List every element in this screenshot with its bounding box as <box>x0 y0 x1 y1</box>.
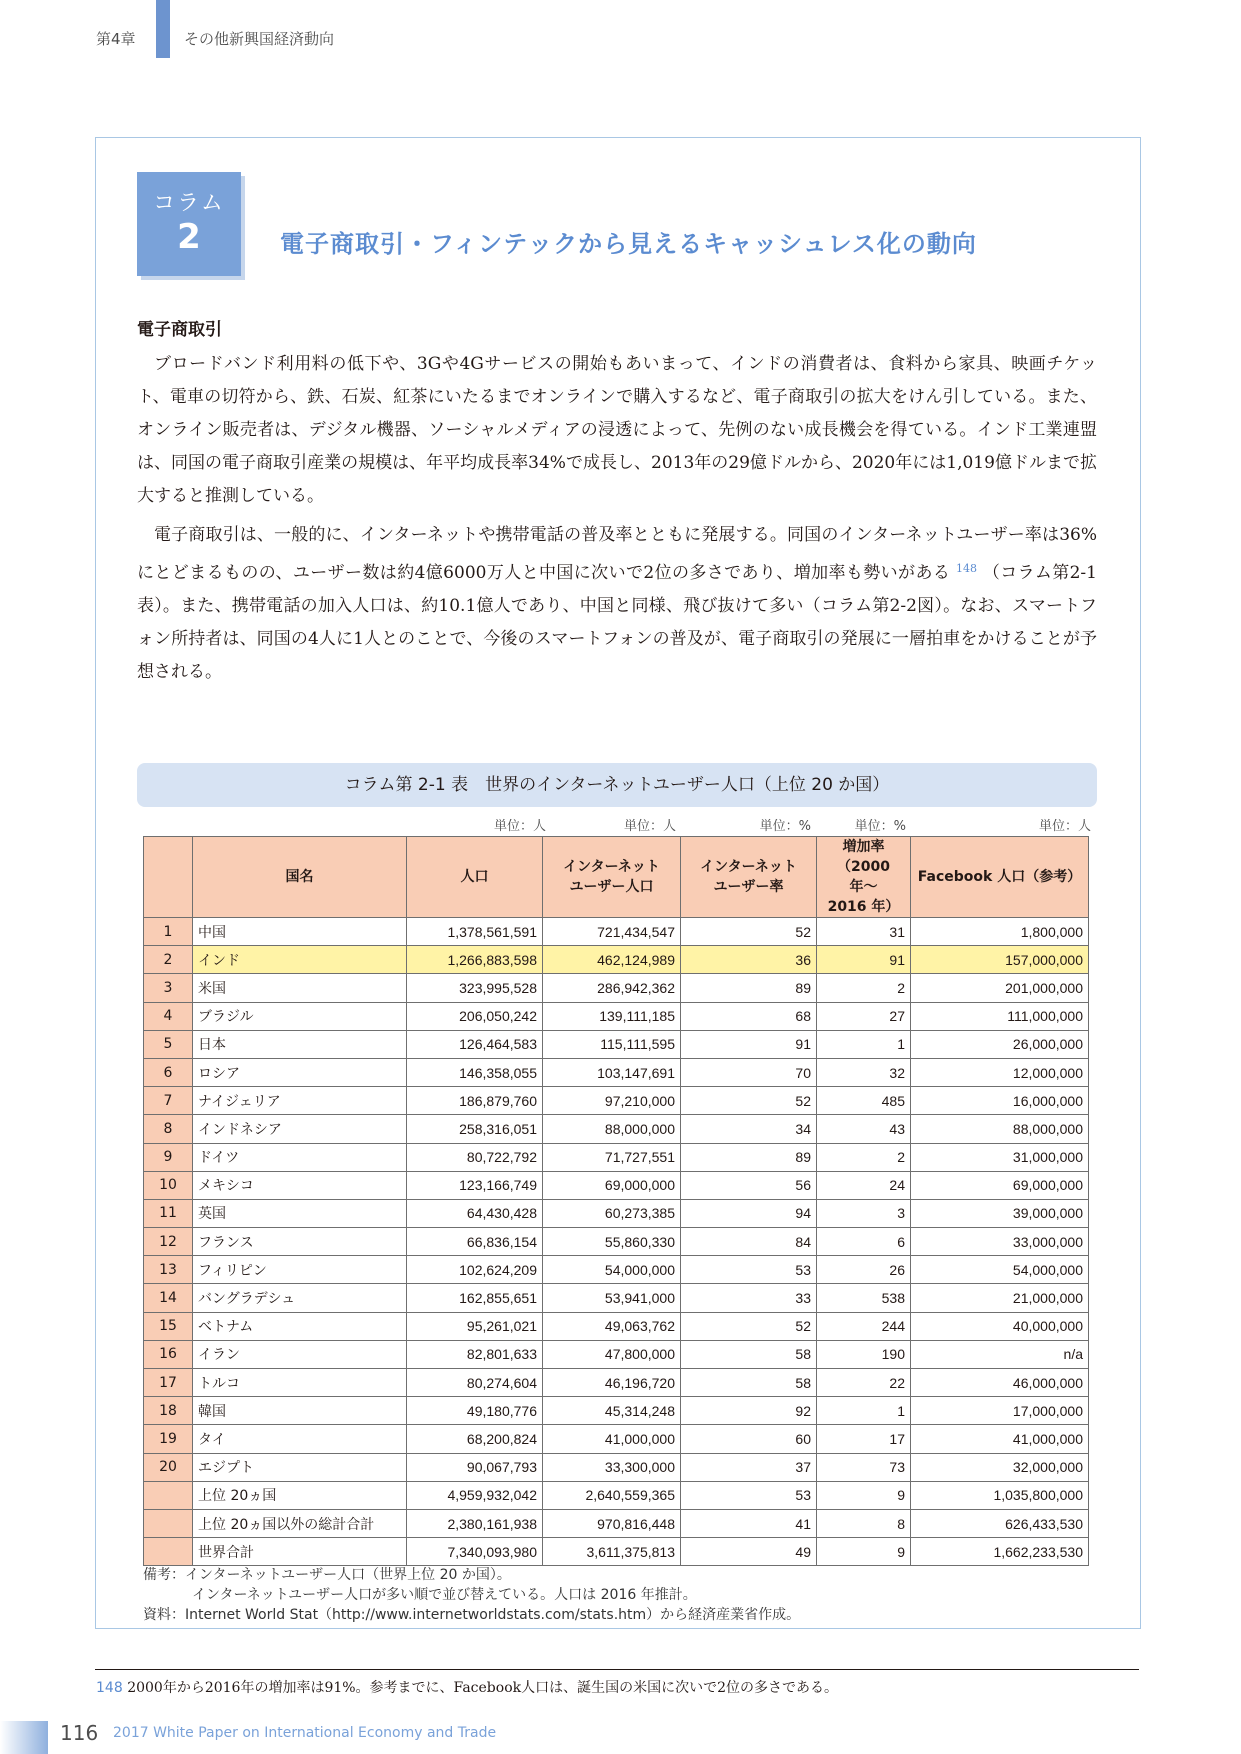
cell-name: 日本 <box>193 1030 407 1058</box>
unit-label-facebook: 単位：人 <box>1038 819 1091 834</box>
cell-fb: 31,000,000 <box>911 1143 1089 1171</box>
cell-growth: 2 <box>817 1143 911 1171</box>
cell-rate: 36 <box>681 946 817 974</box>
cell-users: 2,640,559,365 <box>543 1481 681 1509</box>
column-badge-label: コラム <box>153 191 225 216</box>
cell-growth: 32 <box>817 1058 911 1086</box>
column-heading: 電子商取引・フィンテックから見えるキャッシュレス化の動向 <box>280 230 977 258</box>
cell-users: 53,941,000 <box>543 1284 681 1312</box>
cell-pop: 323,995,528 <box>407 974 543 1002</box>
publication-title: 2017 White Paper on International Economy and Trade <box>113 1725 497 1741</box>
table-row <box>144 946 1089 974</box>
cell-rate: 91 <box>681 1030 817 1058</box>
cell-pop: 1,378,561,591 <box>407 918 543 946</box>
cell-name: バングラデシュ <box>193 1284 407 1312</box>
cell-rank: 7 <box>144 1087 193 1115</box>
table-row <box>144 1481 1089 1509</box>
cell-fb: 32,000,000 <box>911 1453 1089 1481</box>
body-text <box>137 348 1097 695</box>
cell-growth: 17 <box>817 1425 911 1453</box>
paragraph-2-part-a: 電子商取引は、一般的に、インターネットや携帯電話の普及率とともに発展する。同国のインターネットユーザー率は36%にとどまるものの、ユーザー数は約4億6000万人と中国に次いで2位の多さであり、増加率も勢いがある <box>137 525 1097 583</box>
cell-name: 米国 <box>193 974 407 1002</box>
cell-pop: 186,879,760 <box>407 1087 543 1115</box>
cell-rank: 5 <box>144 1030 193 1058</box>
cell-users: 97,210,000 <box>543 1087 681 1115</box>
cell-fb: 39,000,000 <box>911 1199 1089 1227</box>
cell-rank: 2 <box>144 946 193 974</box>
cell-users: 103,147,691 <box>543 1058 681 1086</box>
cell-rate: 68 <box>681 1002 817 1030</box>
cell-rank: 4 <box>144 1002 193 1030</box>
cell-rate: 89 <box>681 1143 817 1171</box>
cell-growth: 91 <box>817 946 911 974</box>
cell-users: 71,727,551 <box>543 1143 681 1171</box>
cell-fb: 40,000,000 <box>911 1312 1089 1340</box>
cell-growth: 8 <box>817 1509 911 1537</box>
cell-rank: 11 <box>144 1199 193 1227</box>
cell-pop: 1,266,883,598 <box>407 946 543 974</box>
cell-users: 721,434,547 <box>543 918 681 946</box>
unit-label-population: 単位：人 <box>493 819 546 834</box>
cell-name: メキシコ <box>193 1171 407 1199</box>
cell-name: 中国 <box>193 918 407 946</box>
cell-fb: 12,000,000 <box>911 1058 1089 1086</box>
cell-rate: 92 <box>681 1397 817 1425</box>
cell-users: 45,314,248 <box>543 1397 681 1425</box>
cell-name: ロシア <box>193 1058 407 1086</box>
cell-pop: 82,801,633 <box>407 1340 543 1368</box>
table-row <box>144 1030 1089 1058</box>
cell-growth: 9 <box>817 1481 911 1509</box>
cell-fb: 1,800,000 <box>911 918 1089 946</box>
paragraph-2-part-b: （コラム第2-1表）。また、携帯電話の加入人口は、約10.1億人であり、中国と同様、飛び抜けて多い（コラム第2-2図）。なお、スマートフォン所持者は、同国の4人に1人とのことで、今後のスマートフォンの普及が、電子商取引の発展に一層拍車をかけることが予想される。 <box>137 563 1097 682</box>
cell-rate: 52 <box>681 1312 817 1340</box>
cell-growth: 2 <box>817 974 911 1002</box>
cell-rate: 53 <box>681 1256 817 1284</box>
cell-fb: 46,000,000 <box>911 1369 1089 1397</box>
unit-label-rate: 単位：% <box>759 819 811 834</box>
cell-pop: 68,200,824 <box>407 1425 543 1453</box>
cell-rate: 52 <box>681 1087 817 1115</box>
header-accent-bar <box>156 0 170 58</box>
cell-name: ナイジェリア <box>193 1087 407 1115</box>
cell-name: エジプト <box>193 1453 407 1481</box>
cell-rank: 14 <box>144 1284 193 1312</box>
cell-pop: 146,358,055 <box>407 1058 543 1086</box>
footnote-number: 148 <box>96 1680 123 1696</box>
column-badge-number: 2 <box>177 217 201 257</box>
table-row <box>144 1312 1089 1340</box>
chapter-title: その他新興国経済動向 <box>184 30 335 48</box>
cell-growth: 485 <box>817 1087 911 1115</box>
cell-rank: 3 <box>144 974 193 1002</box>
cell-name: 上位 20ヵ国以外の総計合計 <box>193 1509 407 1537</box>
cell-rate: 49 <box>681 1538 817 1566</box>
cell-fb: 33,000,000 <box>911 1228 1089 1256</box>
cell-rank: 8 <box>144 1115 193 1143</box>
cell-rate: 60 <box>681 1425 817 1453</box>
cell-rank: 19 <box>144 1425 193 1453</box>
cell-rank: 16 <box>144 1340 193 1368</box>
cell-growth: 27 <box>817 1002 911 1030</box>
footnote-text: 2000年から2016年の増加率は91%。参考までに、Facebook人口は、誕生国の米国に次いで2位の多さである。 <box>127 1680 839 1696</box>
cell-growth: 26 <box>817 1256 911 1284</box>
cell-name: タイ <box>193 1425 407 1453</box>
cell-users: 47,800,000 <box>543 1340 681 1368</box>
cell-name: ドイツ <box>193 1143 407 1171</box>
cell-rate: 41 <box>681 1509 817 1537</box>
cell-rank: 17 <box>144 1369 193 1397</box>
cell-name: フランス <box>193 1228 407 1256</box>
cell-users: 60,273,385 <box>543 1199 681 1227</box>
cell-growth: 3 <box>817 1199 911 1227</box>
cell-fb: 1,662,233,530 <box>911 1538 1089 1566</box>
cell-growth: 9 <box>817 1538 911 1566</box>
cell-growth: 190 <box>817 1340 911 1368</box>
cell-rate: 52 <box>681 918 817 946</box>
cell-fb: 1,035,800,000 <box>911 1481 1089 1509</box>
table-row <box>144 1087 1089 1115</box>
cell-rate: 37 <box>681 1453 817 1481</box>
cell-growth: 6 <box>817 1228 911 1256</box>
cell-users: 55,860,330 <box>543 1228 681 1256</box>
paragraph-2 <box>137 519 1097 689</box>
cell-users: 286,942,362 <box>543 974 681 1002</box>
header-growth-rate: 増加率 （2000 年〜 2016 年） <box>817 837 911 918</box>
table-row <box>144 1228 1089 1256</box>
header-facebook: Facebook 人口（参考） <box>911 837 1089 918</box>
cell-fb: 88,000,000 <box>911 1115 1089 1143</box>
cell-name: フィリピン <box>193 1256 407 1284</box>
cell-users: 3,611,375,813 <box>543 1538 681 1566</box>
cell-rate: 53 <box>681 1481 817 1509</box>
cell-rank: 9 <box>144 1143 193 1171</box>
cell-users: 54,000,000 <box>543 1256 681 1284</box>
chapter-label: 第4章 <box>96 30 136 48</box>
cell-fb: 54,000,000 <box>911 1256 1089 1284</box>
cell-users: 970,816,448 <box>543 1509 681 1537</box>
table-row <box>144 918 1089 946</box>
table-row <box>144 1115 1089 1143</box>
cell-rate: 70 <box>681 1058 817 1086</box>
table-notes <box>143 1565 800 1625</box>
cell-pop: 64,430,428 <box>407 1199 543 1227</box>
cell-name: イラン <box>193 1340 407 1368</box>
cell-fb: 17,000,000 <box>911 1397 1089 1425</box>
cell-users: 33,300,000 <box>543 1453 681 1481</box>
cell-growth: 73 <box>817 1453 911 1481</box>
cell-pop: 7,340,093,980 <box>407 1538 543 1566</box>
cell-name: インドネシア <box>193 1115 407 1143</box>
cell-rate: 89 <box>681 974 817 1002</box>
cell-name: 上位 20ヵ国 <box>193 1481 407 1509</box>
unit-label-users: 単位：人 <box>623 819 676 834</box>
footnote-rule <box>95 1669 1139 1670</box>
header-internet-rate: インターネット ユーザー率 <box>681 837 817 918</box>
cell-name: ブラジル <box>193 1002 407 1030</box>
cell-rank: 1 <box>144 918 193 946</box>
table-row <box>144 1171 1089 1199</box>
cell-growth: 538 <box>817 1284 911 1312</box>
cell-fb: 157,000,000 <box>911 946 1089 974</box>
cell-pop: 95,261,021 <box>407 1312 543 1340</box>
note-line-1: 備考：インターネットユーザー人口（世界上位 20 か国）。 <box>143 1567 511 1583</box>
footer-accent-bar <box>0 1721 48 1754</box>
cell-pop: 90,067,793 <box>407 1453 543 1481</box>
cell-fb: 16,000,000 <box>911 1087 1089 1115</box>
cell-users: 462,124,989 <box>543 946 681 974</box>
cell-name: ベトナム <box>193 1312 407 1340</box>
paragraph-1: ブロードバンド利用料の低下や、3Gや4Gサービスの開始もあいまって、インドの消費者は、食料から家具、映画チケット、電車の切符から、鉄、石炭、紅茶にいたるまでオンラインで購入するなど、電子商取引の拡大をけん引している。また、オンライン販売者は、デジタル機器、ソーシャルメディアの浸透によって、先例のない成長機会を得ている。インド工業連盟は、同国の電子商取引産業の規模は、年平均成長率34%で成長し、2013年の29億ドルから、2020年には1,019億ドルまで拡大すると推測している。 <box>137 354 1097 506</box>
cell-rate: 33 <box>681 1284 817 1312</box>
cell-growth: 244 <box>817 1312 911 1340</box>
footnote-reference[interactable]: 148 <box>956 562 978 575</box>
cell-pop: 2,380,161,938 <box>407 1509 543 1537</box>
cell-pop: 4,959,932,042 <box>407 1481 543 1509</box>
section-heading: 電子商取引 <box>137 320 222 340</box>
cell-pop: 126,464,583 <box>407 1030 543 1058</box>
cell-rate: 56 <box>681 1171 817 1199</box>
unit-label-growth: 単位：% <box>854 819 906 834</box>
cell-growth: 22 <box>817 1369 911 1397</box>
table-row <box>144 974 1089 1002</box>
cell-users: 115,111,595 <box>543 1030 681 1058</box>
cell-users: 88,000,000 <box>543 1115 681 1143</box>
cell-users: 41,000,000 <box>543 1425 681 1453</box>
page-number: 116 <box>60 1721 99 1745</box>
cell-rate: 58 <box>681 1340 817 1368</box>
table-row <box>144 1538 1089 1566</box>
table-row <box>144 1340 1089 1368</box>
cell-fb: 26,000,000 <box>911 1030 1089 1058</box>
header-country: 国名 <box>193 837 407 918</box>
cell-rank <box>144 1538 193 1566</box>
table-row <box>144 1369 1089 1397</box>
cell-rate: 94 <box>681 1199 817 1227</box>
cell-users: 69,000,000 <box>543 1171 681 1199</box>
cell-rank: 20 <box>144 1453 193 1481</box>
cell-name: 世界合計 <box>193 1538 407 1566</box>
cell-rank: 12 <box>144 1228 193 1256</box>
cell-fb: 111,000,000 <box>911 1002 1089 1030</box>
cell-rank: 10 <box>144 1171 193 1199</box>
cell-growth: 43 <box>817 1115 911 1143</box>
cell-pop: 102,624,209 <box>407 1256 543 1284</box>
footnote <box>96 1677 838 1697</box>
source-line: 資料：Internet World Stat（http://www.internetworldstats.com/stats.htm）から経済産業省作成。 <box>143 1607 801 1623</box>
table-row <box>144 1256 1089 1284</box>
cell-name: インド <box>193 946 407 974</box>
cell-growth: 1 <box>817 1030 911 1058</box>
cell-users: 139,111,185 <box>543 1002 681 1030</box>
cell-growth: 1 <box>817 1397 911 1425</box>
cell-fb: 21,000,000 <box>911 1284 1089 1312</box>
table-row <box>144 1058 1089 1086</box>
cell-rank: 13 <box>144 1256 193 1284</box>
table-row <box>144 1284 1089 1312</box>
cell-fb: 626,433,530 <box>911 1509 1089 1537</box>
cell-growth: 24 <box>817 1171 911 1199</box>
header-population: 人口 <box>407 837 543 918</box>
table-row <box>144 1143 1089 1171</box>
table-row <box>144 1199 1089 1227</box>
cell-fb: 201,000,000 <box>911 974 1089 1002</box>
note-line-2: インターネットユーザー人口が多い順で並び替えている。人口は 2016 年推計。 <box>192 1587 697 1603</box>
internet-users-table <box>143 836 1089 1566</box>
cell-fb: n/a <box>911 1340 1089 1368</box>
cell-name: 韓国 <box>193 1397 407 1425</box>
header-rank <box>144 837 193 918</box>
cell-users: 49,063,762 <box>543 1312 681 1340</box>
cell-rank <box>144 1481 193 1509</box>
table-row <box>144 1397 1089 1425</box>
table-header-row <box>144 837 1089 918</box>
cell-rank <box>144 1509 193 1537</box>
header-internet-users: インターネット ユーザー人口 <box>543 837 681 918</box>
cell-users: 46,196,720 <box>543 1369 681 1397</box>
column-badge <box>137 172 241 276</box>
cell-rate: 84 <box>681 1228 817 1256</box>
cell-pop: 80,274,604 <box>407 1369 543 1397</box>
cell-pop: 66,836,154 <box>407 1228 543 1256</box>
cell-rank: 15 <box>144 1312 193 1340</box>
cell-rate: 58 <box>681 1369 817 1397</box>
cell-fb: 41,000,000 <box>911 1425 1089 1453</box>
cell-pop: 123,166,749 <box>407 1171 543 1199</box>
cell-fb: 69,000,000 <box>911 1171 1089 1199</box>
cell-name: 英国 <box>193 1199 407 1227</box>
table-row <box>144 1425 1089 1453</box>
table-caption: コラム第 2-1 表 世界のインターネットユーザー人口（上位 20 か国） <box>137 763 1097 807</box>
table-row <box>144 1002 1089 1030</box>
cell-rate: 34 <box>681 1115 817 1143</box>
table-row <box>144 1453 1089 1481</box>
cell-pop: 80,722,792 <box>407 1143 543 1171</box>
table-row <box>144 1509 1089 1537</box>
cell-pop: 49,180,776 <box>407 1397 543 1425</box>
cell-pop: 162,855,651 <box>407 1284 543 1312</box>
cell-pop: 206,050,242 <box>407 1002 543 1030</box>
cell-growth: 31 <box>817 918 911 946</box>
cell-rank: 18 <box>144 1397 193 1425</box>
cell-name: トルコ <box>193 1369 407 1397</box>
cell-pop: 258,316,051 <box>407 1115 543 1143</box>
cell-rank: 6 <box>144 1058 193 1086</box>
